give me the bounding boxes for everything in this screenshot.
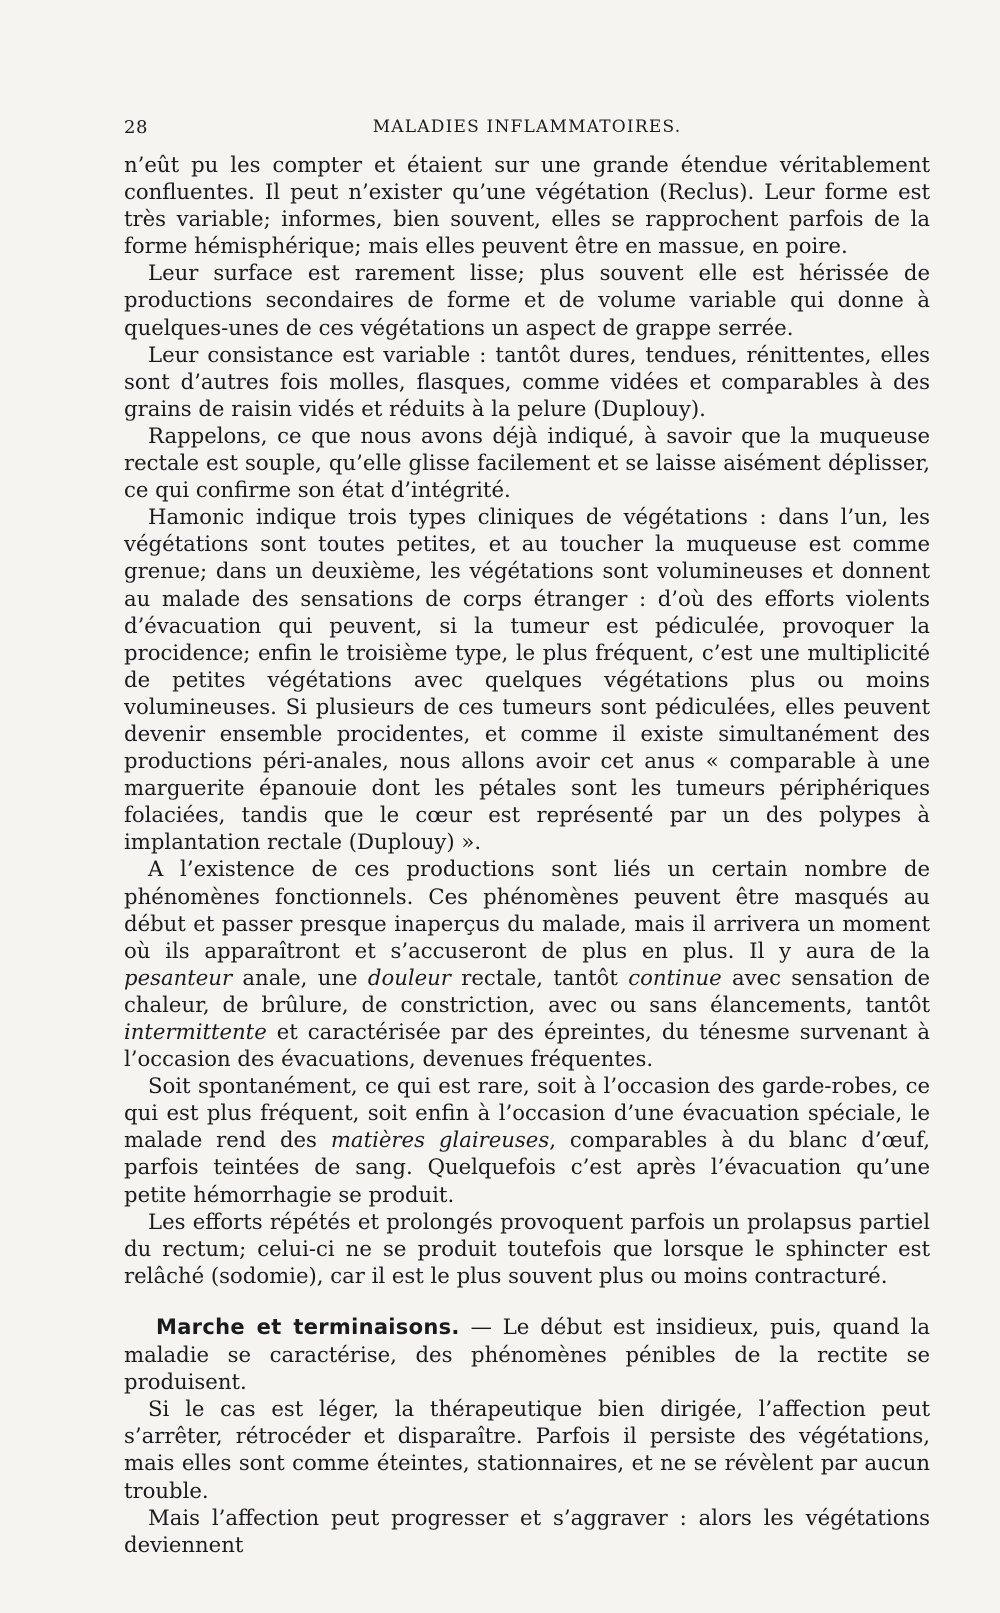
paragraph-5: Hamonic indique trois types cliniques de végétations : dans l’un, les végétations sont toutes petites, et au toucher la muqueuse est comme grenue; dans un deuxième, les végétations sont volumineuses et donnent au malade des sensations de corps étranger : d’où des efforts violents d’évacuation qui peuvent, si la tumeur est pédiculée, provoquer la procidence; enfin le troisième type, le plus fréquent, c’est une multiplicité de petites végétations avec quelques végétations plus ou moins volumineuses. Si plusieurs de ces tumeurs sont pédiculées, elles peuvent devenir ensemble procidentes, et comme il existe simultanément des productions péri-anales, nous allons avoir cet anus « comparable à une marguerite épanouie dont les pétales sont les tumeurs périphériques folaciées, tandis que le cœur est représenté par un des polypes à implantation rectale (Duplouy) ». xyxy=(124,504,930,855)
paragraph-3: Leur consistance est variable : tantôt dures, tendues, rénittentes, elles sont d’autres fois molles, flasques, comme vidées et comparables à des grains de raisin vidés et réduits à la pelure (Duplouy). xyxy=(124,341,930,421)
section-title: Marche et terminaisons. xyxy=(156,1314,460,1339)
body-text xyxy=(124,151,930,1558)
paragraph-6-text-4: avec sensation de chaleur, de brûlure, de constriction, avec ou sans élancements, tantôt xyxy=(124,964,930,1017)
emphasis-intermittente: intermittente xyxy=(124,1019,267,1044)
paragraph-7-text-2: , comparables à du blanc d’œuf, parfois teintées de sang. Quelquefois c’est après l’évacuation qu’une petite hémorrhagie se produit. xyxy=(124,1127,930,1207)
paragraph-10: Mais l’affection peut progresser et s’aggraver : alors les végétations deviennent xyxy=(124,1504,930,1557)
paragraph-8: Les efforts répétés et prolongés provoquent parfois un prolapsus partiel du rectum; celui-ci ne se produit toutefois que lorsque le sphincter est relâché (sodomie), car il est le plus souvent plus ou moins contracturé. xyxy=(124,1208,930,1288)
emphasis-continue: continue xyxy=(628,964,722,990)
page-number: 28 xyxy=(124,117,148,138)
paragraph-6-text-1: A l’existence de ces productions sont liés un certain nombre de phénomènes fonctionnels. Ces phénomènes peuvent être masqués au début et passer presque inaperçus du malade, mais il arrivera un moment où ils apparaîtront et s’accuseront de plus en plus. Il y aura de la xyxy=(124,856,930,963)
paragraph-1: n’eût pu les compter et étaient sur une grande étendue véritablement confluentes. Il peut n’exister qu’une végétation (Reclus). Leur forme est très variable; informes, bien souvent, elles se rapprochent parfois de la forme hémisphérique; mais elles peuvent être en massue, en poire. xyxy=(124,152,930,259)
paragraph-7 xyxy=(124,1072,930,1207)
emphasis-douleur: douleur xyxy=(367,964,451,990)
paragraph-4: Rappelons, ce que nous avons déjà indiqué, à savoir que la muqueuse rectale est souple, qu’elle glisse facilement et se laisse aisément déplisser, ce qui confirme son état d’intégrité. xyxy=(124,422,930,503)
running-title: MALADIES INFLAMMATOIRES. xyxy=(372,117,682,137)
section-text: — Le début est insidieux, puis, quand la maladie se caractérise, des phénomènes pénibles de la rectite se produisent. xyxy=(124,1313,930,1395)
paragraph-6 xyxy=(124,855,930,1072)
paragraph-2: Leur surface est rarement lisse; plus souvent elle est hérissée de productions secondaires de forme et de volume variable qui donne à quelques-unes de ces végétations un aspect de grappe serrée. xyxy=(124,260,930,340)
paragraph-7-text-1: Soit spontanément, ce qui est rare, soit à l’occasion des garde-robes, ce qui est plus fréquent, soit enfin à l’occasion d’une évacuation spéciale, le malade rend des xyxy=(124,1073,930,1153)
page-header xyxy=(124,117,930,147)
paragraph-6-text-5: et caractérisée par des épreintes, du ténesme survenant à l’occasion des évacuations, devenues fréquentes. xyxy=(124,1019,930,1072)
paragraph-6-text-2: anale, une xyxy=(232,964,368,990)
paragraph-6-text-3: rectale, tantôt xyxy=(450,964,629,990)
paragraph-9: Si le cas est léger, la thérapeutique bien dirigée, l’affection peut s’arrêter, rétrocéder et disparaître. Parfois il persiste des végétations, mais elles sont comme éteintes, stationnaires, et ne se révèlent par aucun trouble. xyxy=(124,1396,930,1503)
emphasis-pesanteur: pesanteur xyxy=(124,964,233,990)
section-marche-et-terminaisons xyxy=(124,1313,930,1395)
emphasis-matieres-glaireuses: matières glaireuses xyxy=(330,1127,550,1153)
